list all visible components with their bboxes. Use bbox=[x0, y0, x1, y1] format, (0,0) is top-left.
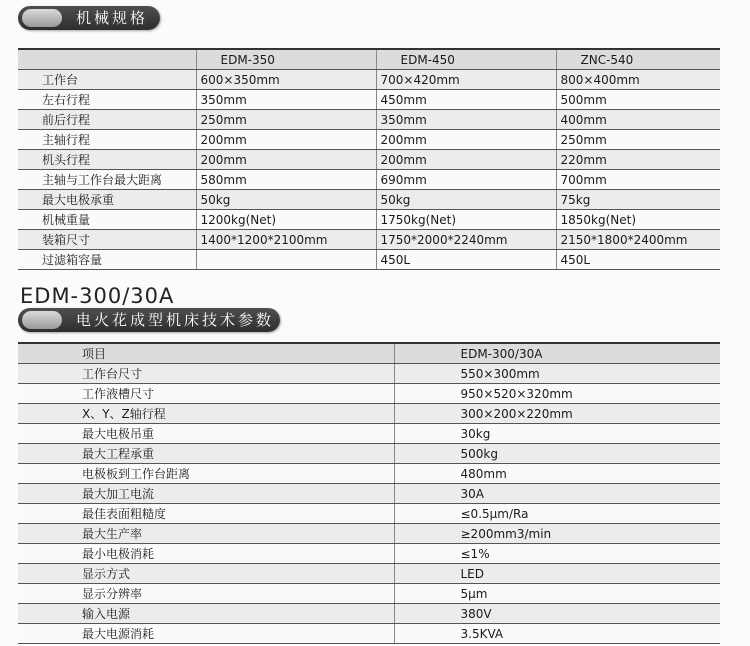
spec-value: 200mm bbox=[376, 130, 556, 150]
table-row bbox=[18, 424, 720, 444]
spec-label: 过滤箱容量 bbox=[18, 250, 196, 270]
spec-value: 200mm bbox=[376, 150, 556, 170]
param-value: 950×520×320mm bbox=[394, 384, 720, 404]
spec-value: 1200kg(Net) bbox=[196, 210, 376, 230]
param-label: 显示分辨率 bbox=[78, 584, 394, 604]
param-value: 550×300mm bbox=[394, 364, 720, 384]
spec-value: 400mm bbox=[556, 110, 720, 130]
table-row bbox=[18, 444, 720, 464]
table-row bbox=[18, 564, 720, 584]
row-spacer bbox=[18, 424, 78, 444]
table-row bbox=[18, 524, 720, 544]
table-row bbox=[18, 624, 720, 644]
table-row bbox=[18, 364, 720, 384]
row-spacer bbox=[18, 384, 78, 404]
spec-label: 装箱尺寸 bbox=[18, 230, 196, 250]
spec-value: 1850kg(Net) bbox=[556, 210, 720, 230]
edm-params-table bbox=[18, 344, 720, 644]
table-row bbox=[18, 210, 720, 230]
row-spacer bbox=[18, 624, 78, 644]
section-title: 机械规格 bbox=[76, 9, 149, 27]
table-row bbox=[18, 70, 720, 90]
row-spacer bbox=[18, 404, 78, 424]
row-spacer bbox=[18, 504, 78, 524]
param-label: 最小电极消耗 bbox=[78, 544, 394, 564]
spec-label: 前后行程 bbox=[18, 110, 196, 130]
spec-value: 700×420mm bbox=[376, 70, 556, 90]
section-header-machine-specs bbox=[18, 6, 160, 30]
spec-value: 580mm bbox=[196, 170, 376, 190]
table-row bbox=[18, 464, 720, 484]
spec-value: 2150*1800*2400mm bbox=[556, 230, 720, 250]
row-spacer bbox=[18, 524, 78, 544]
param-value: ≤0.5μm/Ra bbox=[394, 504, 720, 524]
spec-label: 主轴与工作台最大距离 bbox=[18, 170, 196, 190]
param-value: 3.5KVA bbox=[394, 624, 720, 644]
column-header: EDM-350 bbox=[196, 50, 376, 70]
table-row bbox=[18, 544, 720, 564]
param-label: X、Y、Z轴行程 bbox=[78, 404, 394, 424]
column-header: EDM-300/30A bbox=[394, 344, 720, 364]
row-spacer bbox=[18, 544, 78, 564]
table-row bbox=[18, 604, 720, 624]
spec-value: 250mm bbox=[196, 110, 376, 130]
spec-label: 主轴行程 bbox=[18, 130, 196, 150]
spec-value: 350mm bbox=[376, 110, 556, 130]
spec-value bbox=[196, 250, 376, 270]
table-row bbox=[18, 150, 720, 170]
header-spacer bbox=[18, 344, 78, 364]
spec-value: 1750kg(Net) bbox=[376, 210, 556, 230]
machine-specs-table bbox=[18, 50, 720, 270]
spec-value: 450mm bbox=[376, 90, 556, 110]
param-value: 30A bbox=[394, 484, 720, 504]
spec-label: 最大电极承重 bbox=[18, 190, 196, 210]
row-spacer bbox=[18, 464, 78, 484]
column-header: 项目 bbox=[78, 344, 394, 364]
param-value: 480mm bbox=[394, 464, 720, 484]
column-header: EDM-450 bbox=[376, 50, 556, 70]
table-header-row bbox=[18, 344, 720, 364]
param-label: 工作液槽尺寸 bbox=[78, 384, 394, 404]
spec-value: 450L bbox=[376, 250, 556, 270]
param-label: 最大电极吊重 bbox=[78, 424, 394, 444]
param-label: 工作台尺寸 bbox=[78, 364, 394, 384]
param-value: 380V bbox=[394, 604, 720, 624]
param-label: 电极板到工作台距离 bbox=[78, 464, 394, 484]
spec-value: 1750*2000*2240mm bbox=[376, 230, 556, 250]
table-row bbox=[18, 504, 720, 524]
row-spacer bbox=[18, 364, 78, 384]
spec-value: 600×350mm bbox=[196, 70, 376, 90]
param-label: 最大工程承重 bbox=[78, 444, 394, 464]
spec-value: 50kg bbox=[376, 190, 556, 210]
param-label: 输入电源 bbox=[78, 604, 394, 624]
param-value: LED bbox=[394, 564, 720, 584]
param-label: 最大加工电流 bbox=[78, 484, 394, 504]
param-value: 300×200×220mm bbox=[394, 404, 720, 424]
param-value: ≥200mm3/min bbox=[394, 524, 720, 544]
column-header: ZNC-540 bbox=[556, 50, 720, 70]
table-row bbox=[18, 584, 720, 604]
spec-value: 50kg bbox=[196, 190, 376, 210]
table-row bbox=[18, 404, 720, 424]
spec-value: 800×400mm bbox=[556, 70, 720, 90]
pill-knob bbox=[22, 9, 62, 27]
table-row bbox=[18, 384, 720, 404]
param-value: 30kg bbox=[394, 424, 720, 444]
spec-value: 450L bbox=[556, 250, 720, 270]
section-header-edm-params bbox=[18, 308, 280, 332]
row-spacer bbox=[18, 584, 78, 604]
param-label: 最大生产率 bbox=[78, 524, 394, 544]
column-header bbox=[18, 50, 196, 70]
param-value: ≤1% bbox=[394, 544, 720, 564]
table-row bbox=[18, 230, 720, 250]
section-title: 电火花成型机床技术参数 bbox=[76, 311, 275, 329]
table-row bbox=[18, 484, 720, 504]
spec-value: 200mm bbox=[196, 150, 376, 170]
param-label: 最佳表面粗糙度 bbox=[78, 504, 394, 524]
spec-label: 机头行程 bbox=[18, 150, 196, 170]
table-row bbox=[18, 110, 720, 130]
param-label: 显示方式 bbox=[78, 564, 394, 584]
table-row bbox=[18, 190, 720, 210]
spec-value: 75kg bbox=[556, 190, 720, 210]
param-label: 最大电源消耗 bbox=[78, 624, 394, 644]
spec-value: 200mm bbox=[196, 130, 376, 150]
table-row bbox=[18, 130, 720, 150]
model-title: EDM-300/30A bbox=[20, 284, 175, 308]
spec-value: 250mm bbox=[556, 130, 720, 150]
row-spacer bbox=[18, 604, 78, 624]
table-row bbox=[18, 90, 720, 110]
row-spacer bbox=[18, 564, 78, 584]
row-spacer bbox=[18, 444, 78, 464]
spec-label: 机械重量 bbox=[18, 210, 196, 230]
table-row bbox=[18, 250, 720, 270]
param-value: 5μm bbox=[394, 584, 720, 604]
row-spacer bbox=[18, 484, 78, 504]
table-row bbox=[18, 170, 720, 190]
spec-value: 500mm bbox=[556, 90, 720, 110]
pill-knob bbox=[22, 311, 62, 329]
spec-value: 700mm bbox=[556, 170, 720, 190]
spec-value: 690mm bbox=[376, 170, 556, 190]
table-header-row bbox=[18, 50, 720, 70]
spec-value: 350mm bbox=[196, 90, 376, 110]
spec-value: 1400*1200*2100mm bbox=[196, 230, 376, 250]
spec-label: 左右行程 bbox=[18, 90, 196, 110]
spec-label: 工作台 bbox=[18, 70, 196, 90]
param-value: 500kg bbox=[394, 444, 720, 464]
spec-value: 220mm bbox=[556, 150, 720, 170]
